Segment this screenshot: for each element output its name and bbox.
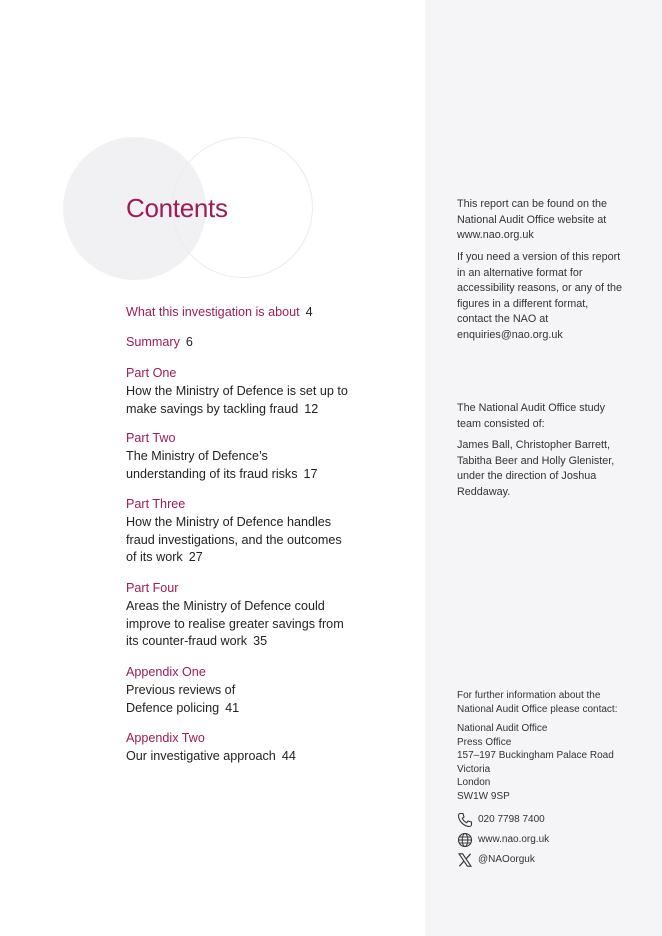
toc-entry-label: Part Two: [126, 431, 176, 445]
phone-number: 020 7798 7400: [478, 814, 545, 825]
alt-format-text: [457, 250, 625, 344]
toc-entry-label: Appendix One: [126, 665, 206, 679]
toc-entry-label: What this investigation is about: [126, 305, 300, 319]
study-team-members-paragraph: James Ball, Christopher Barrett, Tabitha Beer and Holly Glenister, under the direction of Joshua Reddaway.: [457, 439, 615, 498]
toc-entry-label: Summary: [126, 335, 180, 349]
toc-entry-part-two[interactable]: [126, 430, 331, 483]
x-social-icon: [457, 852, 473, 868]
study-team-intro: [457, 401, 629, 432]
toc-entry-page: 17: [303, 466, 318, 481]
address-line: 157–197 Buckingham Palace Road: [457, 750, 614, 761]
toc-entry-appendix-one[interactable]: [126, 664, 256, 717]
toc-entry-label: Appendix Two: [126, 731, 205, 745]
study-team-members: [457, 438, 637, 500]
phone-icon: [457, 812, 473, 828]
report-location-text: [457, 197, 629, 244]
website-link: www.nao.org.uk: [478, 834, 550, 845]
toc-entry-part-one[interactable]: [126, 365, 358, 418]
social-handle: @NAOorguk: [478, 854, 535, 865]
toc-entry-appendix-two[interactable]: [126, 730, 356, 766]
address-line: Press Office: [457, 736, 512, 748]
address-block: [457, 722, 642, 803]
toc-entry-description: Areas the Ministry of Defence could improve to realise greater savings from its counter-fraud work: [126, 598, 344, 649]
toc-entry-part-three[interactable]: [126, 496, 354, 567]
toc-entry-label: Part Three: [126, 497, 186, 511]
toc-entry-page: 4: [305, 305, 313, 319]
toc-entry-what-this-investigation[interactable]: [126, 304, 313, 322]
address-line: National Audit Office: [457, 723, 548, 734]
report-location-paragraph: This report can be found on the National Audit Office website at www.nao.org.uk: [457, 198, 608, 242]
globe-icon: [457, 832, 473, 848]
toc-entry-description: How the Ministry of Defence is set up to make savings by tackling fraud: [126, 383, 348, 416]
toc-entry-page: 44: [281, 748, 296, 763]
toc-entry-description: The Ministry of Defence’s understanding of its fraud risks: [126, 448, 298, 481]
toc-entry-part-four[interactable]: [126, 580, 354, 651]
further-info-paragraph: For further information about the National Audit Office please contact:: [457, 690, 618, 715]
toc-entry-page: 41: [225, 700, 240, 715]
study-team-intro-paragraph: The National Audit Office study team consisted of:: [457, 402, 606, 430]
toc-entry-description: How the Ministry of Defence handles fraud investigations, and the outcomes of its work: [126, 514, 342, 565]
page-title: Contents: [126, 193, 228, 223]
further-info-text: [457, 689, 635, 716]
alt-format-paragraph: If you need a version of this report in an alternative format for accessibility reasons, or any of the figures in a different format, contact the NAO at enquiries@nao.org.uk: [457, 251, 623, 341]
address-line: Victoria: [457, 763, 491, 775]
address-line: London: [457, 777, 491, 788]
address-line: SW1W 9SP: [457, 790, 510, 802]
toc-entry-page: 27: [188, 550, 203, 565]
toc-entry-label: Part Four: [126, 581, 179, 595]
toc-entry-page: 35: [253, 634, 268, 649]
toc-entry-page: 12: [304, 401, 319, 416]
toc-entry-page: 6: [185, 335, 193, 349]
toc-entry-summary[interactable]: [126, 334, 193, 352]
toc-entry-description: Our investigative approach: [126, 748, 276, 763]
toc-entry-description: Previous reviews of Defence policing: [126, 682, 236, 715]
toc-entry-label: Part One: [126, 366, 177, 380]
